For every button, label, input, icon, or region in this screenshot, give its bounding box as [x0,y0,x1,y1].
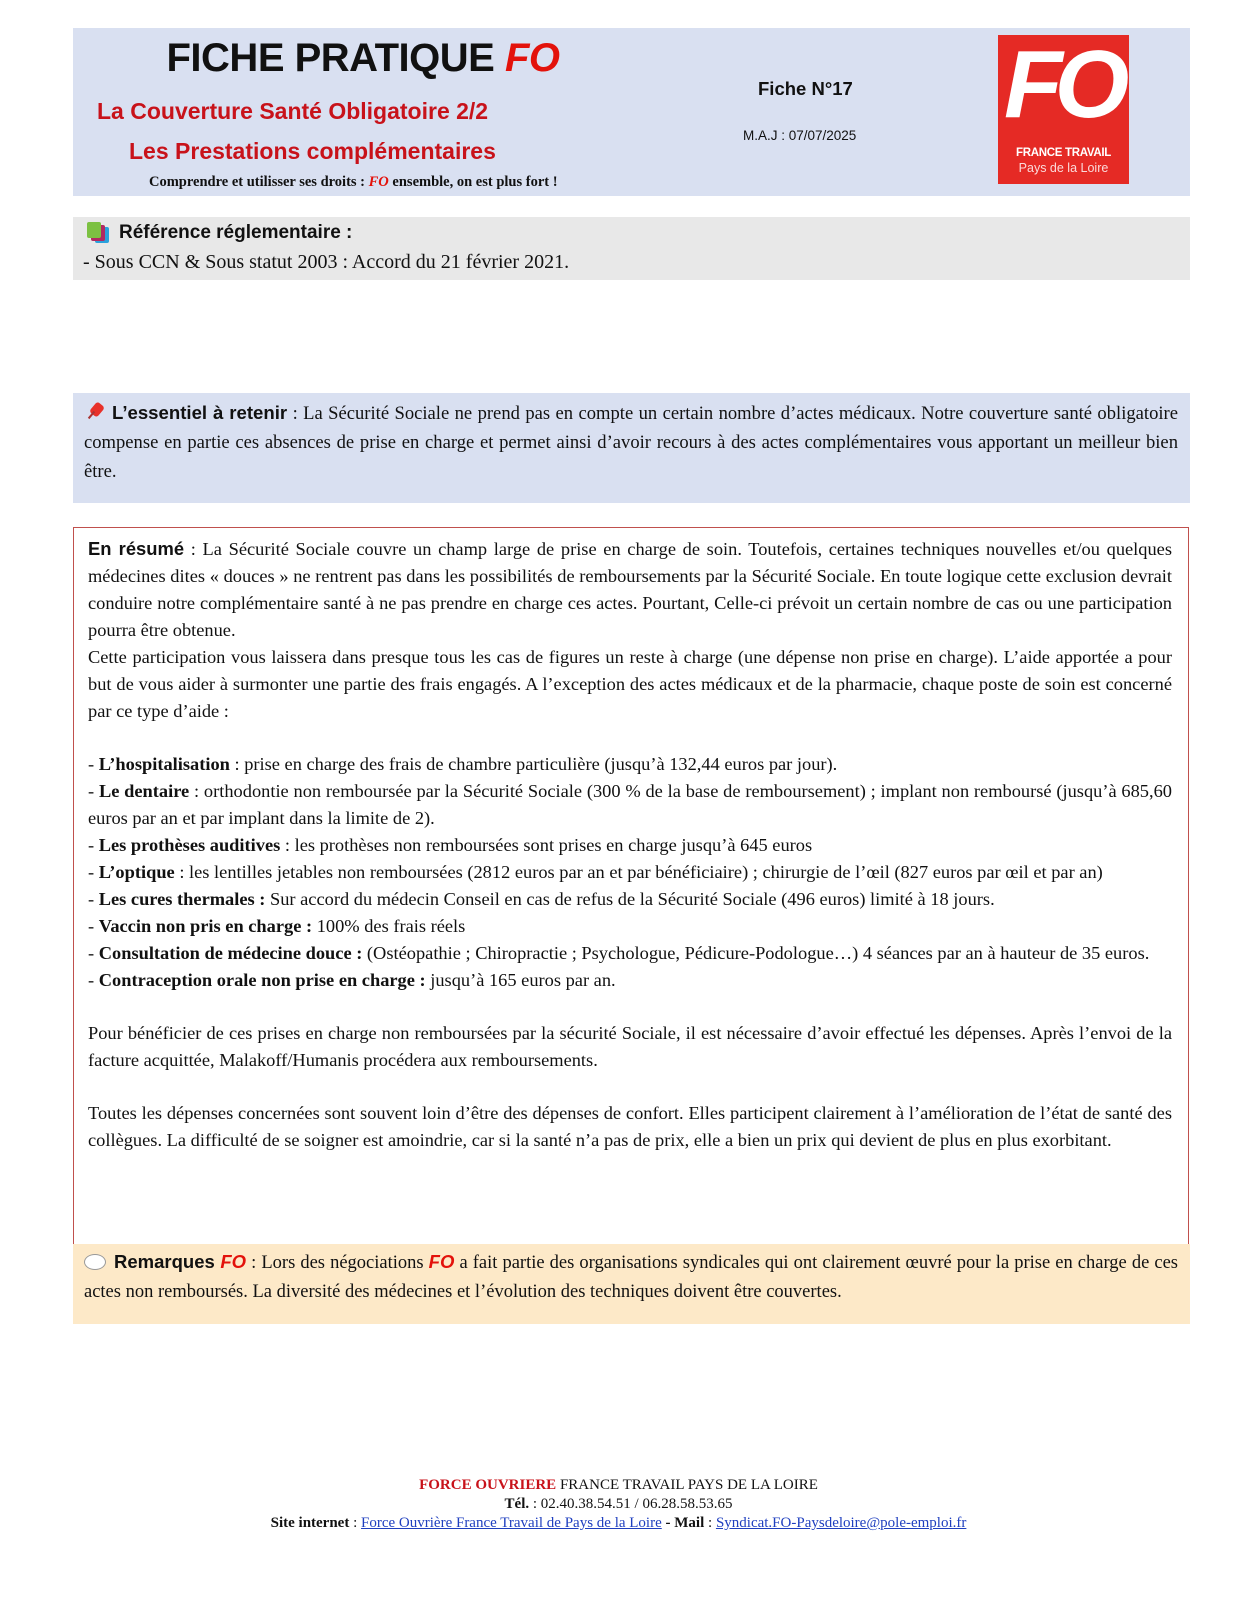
fo-logo [998,35,1129,184]
summary-paragraph-2: Cette participation vous laissera dans presque tous les cas de figures un reste à charge (une dépense non prise en charge). L’aide apportée a pour but de vous aider à surmonter une partie des frais engagés. A l’exception des actes médicaux et de la pharmacie, chaque poste de soin est concerné par ce type d’aide : [88,647,1172,721]
fiche-number: Fiche N°17 [758,78,853,99]
key-points-text: : La Sécurité Sociale ne prend pas en compte un certain nombre d’actes médicaux. Notre couverture santé obligatoire compense en partie ces absences de prise en charge et permet ainsi d’avoir recours à des actes complémentaires vous apportant un meilleur bien être. [84,403,1178,482]
subtitle-topic: La Couverture Santé Obligatoire 2/2 [97,98,489,124]
footer [0,1476,1237,1533]
summary-intro: En résumé : La Sécurité Sociale couvre un champ large de prise en charge de soin. Toutefois, certaines techniques nouvelles et/ou quelques médecines dites « douces » ne rentrent pas dans les possibilités de remboursements par la Sécurité Sociale. En toute logique cette exclusion devrait conduire notre complémentaire santé à ne pas prendre en charge ces actes. Pourtant, Celle-ci prévoit un certain nombre de cas ou une participation pourra être obtenue. [88,538,1172,640]
footer-organization: FORCE OUVRIERE FRANCE TRAVAIL PAYS DE LA LOIRE [419,1477,818,1493]
tagline: Comprendre et utilisser ses droits : FO ensemble, on est plus fort ! [149,174,558,190]
key-points-section [73,393,1190,503]
footer-contact: Site internet : Force Ouvrière France Travail de Pays de la Loire - Mail : Syndicat.FO-Paysdeloire@pole-emploi.fr [270,1515,967,1531]
update-date: M.A.J : 07/07/2025 [743,128,857,143]
website-link[interactable]: Force Ouvrière France Travail de Pays de la Loire [361,1515,662,1531]
summary-section [73,527,1189,1284]
footer-phone: Tél. : 02.40.38.54.51 / 06.28.58.53.65 [504,1496,733,1512]
logo-letters: FO [1004,35,1122,138]
speech-bubble-icon [84,1254,106,1270]
summary-paragraph-3: Pour bénéficier de ces prises en charge non remboursées par la sécurité Sociale, il est nécessaire d’avoir effectué les dépenses. Après l’envoi de la facture acquittée, Malakoff/Humanis procédera aux remboursements. [88,1023,1172,1070]
list-item-medecine-douce: - Consultation de médecine douce : (Ostéopathie ; Chiropractie ; Psychologue, Pédicure-Podologue…) 4 séances par an à hauteur de 35 euros. [88,943,1150,963]
key-points-label: L’essentiel à retenir [112,402,288,423]
header-banner [73,28,1190,196]
page-title: FICHE PRATIQUE FO [166,36,560,80]
pushpin-icon [84,402,106,422]
list-item-protheses-auditives: - Les prothèses auditives : les prothèses non remboursées sont prises en charge jusqu’à 645 euros [88,835,813,855]
remarks-label: Remarques [114,1251,221,1272]
list-item-dentaire: - Le dentaire : orthodontie non remboursée par la Sécurité Sociale (300 % de la base de remboursement) ; implant non remboursé (jusqu’à 685,60 euros par an et par implant dans la limite de 2). [88,781,1172,828]
books-icon [87,222,111,244]
logo-line-1: FRANCE TRAVAIL [1015,147,1112,159]
logo-line-2: Pays de la Loire [1018,161,1109,175]
reference-text: - Sous CCN & Sous statut 2003 : Accord du 21 février 2021. [83,251,570,273]
title-brand: FO [504,36,560,80]
list-item-optique: - L’optique : les lentilles jetables non remboursées (2812 euros par an et par bénéficiaire) ; chirurgie de l’œil (827 euros par œil et par an) [88,862,1103,882]
list-item-vaccin: - Vaccin non pris en charge : 100% des frais réels [88,916,466,936]
reference-section [73,217,1190,280]
list-item-cures-thermales: - Les cures thermales : Sur accord du médecin Conseil en cas de refus de la Sécurité Sociale (496 euros) limité à 18 jours. [88,889,995,909]
remarks-section: Remarques FO : Lors des négociations FO a fait partie des organisations syndicales qui ont clairement œuvré pour la prise en charge de ces actes non remboursés. La diversité des médecines et l’évolution des techniques doivent être couvertes. [73,1244,1190,1324]
reference-heading: Référence réglementaire : [87,222,352,244]
summary-paragraph-4: Toutes les dépenses concernées sont souvent loin d’être des dépenses de confort. Elles participent clairement à l’amélioration de l’état de santé des collègues. La difficulté de se soigner est amoindrie, car si la santé n’a pas de prix, elle a bien un prix qui devient de plus en plus exorbitant. [88,1103,1172,1150]
summary-label: En résumé [88,538,185,559]
list-item-hospitalisation: - L’hospitalisation : prise en charge des frais de chambre particulière (jusqu’à 132,44 euros par jour). [88,754,838,774]
list-item-contraception: - Contraception orale non prise en charge : jusqu’à 165 euros par an. [88,970,616,990]
email-link[interactable]: Syndicat.FO-Paysdeloire@pole-emploi.fr [715,1515,967,1531]
subtitle-section: Les Prestations complémentaires [129,138,496,164]
